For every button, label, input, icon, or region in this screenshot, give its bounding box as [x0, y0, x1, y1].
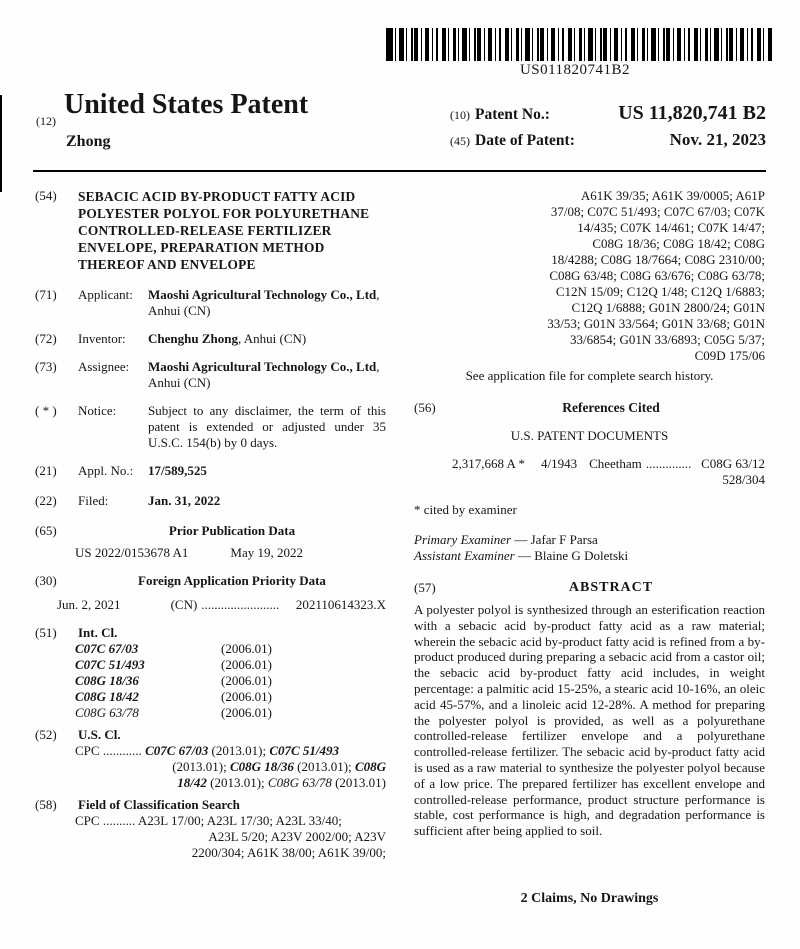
us-cl-cpc-line: 18/42 (2013.01); C08G 63/78 (2013.01)	[177, 775, 386, 790]
cpc-continued-line: C08G 18/36; C08G 18/42; C08G	[592, 236, 765, 251]
patent-date-row	[450, 132, 766, 149]
patent-number-row	[450, 102, 766, 124]
cpc-continued-line: 14/435; C07K 14/461; C07K 14/47;	[577, 220, 765, 235]
inid-code-10: (10)	[450, 108, 470, 122]
section-52-us-cl	[35, 727, 386, 791]
appl-no-label: Appl. No.:	[78, 463, 134, 478]
int-cl-row: C08G 18/36 (2006.01)	[75, 673, 272, 688]
priority-date: Jun. 2, 2021	[57, 597, 121, 612]
inid-code-73: (73)	[35, 359, 57, 374]
section-21-appl-no	[35, 463, 386, 479]
reference-number: 2,317,668 A *	[452, 456, 525, 471]
section-22-filed	[35, 493, 386, 509]
inid-code-56: (56)	[414, 400, 436, 415]
filed-label: Filed:	[78, 493, 109, 508]
left-edge-scan-line	[0, 95, 2, 192]
assignee-label: Assignee:	[78, 359, 130, 374]
section-notice	[35, 403, 386, 451]
inid-code-71: (71)	[35, 287, 57, 302]
cpc-continued-line: 33/53; G01N 33/564; G01N 33/68; G01N	[547, 316, 765, 331]
reference-date: 4/1943	[540, 456, 578, 471]
int-cl-row: C08G 18/42 (2006.01)	[75, 689, 272, 704]
inid-code-22: (22)	[35, 493, 57, 508]
inid-code-65: (65)	[35, 523, 57, 538]
section-30-foreign-priority	[35, 573, 386, 613]
abstract-heading: ABSTRACT	[568, 580, 654, 595]
inventor-surname: Zhong	[66, 133, 111, 150]
inid-code-72: (72)	[35, 331, 57, 346]
inid-code-12: (12)	[36, 114, 56, 128]
inventor-label: Inventor:	[78, 331, 126, 346]
prior-publication-heading: Prior Publication Data	[168, 523, 296, 538]
field-of-search-line: A23L 5/20; A23V 2002/00; A23V	[208, 829, 386, 844]
foreign-priority-heading: Foreign Application Priority Data	[138, 573, 326, 588]
cpc-continued-line: C08G 63/48; C08G 63/676; C08G 63/78;	[549, 268, 765, 283]
header-divider	[33, 170, 766, 172]
cpc-continued-line: 37/08; C07C 51/493; C07C 67/03; C07K	[550, 204, 765, 219]
reference-dot-leader: ..............	[645, 456, 692, 471]
search-history-note: See application file for complete search history.	[465, 368, 714, 383]
section-56-references	[414, 400, 765, 416]
section-71-applicant	[35, 287, 386, 319]
document-title: United States Patent	[64, 89, 309, 120]
right-column	[414, 188, 765, 907]
barcode-number: US011820741B2	[519, 62, 631, 78]
reference-name: Cheetham	[589, 456, 642, 471]
cpc-continued-block	[414, 188, 765, 364]
inid-code-52: (52)	[35, 727, 57, 742]
primary-examiner-line: Primary Examiner — Jafar F Parsa	[414, 532, 598, 547]
inid-code-45: (45)	[450, 134, 470, 148]
int-cl-heading: Int. Cl.	[78, 625, 118, 640]
field-of-search-heading: Field of Classification Search	[78, 797, 240, 812]
cpc-continued-line: 18/4288; C08G 18/7664; C08G 2310/00;	[551, 252, 765, 267]
abstract-text: A polyester polyol is synthesized through an esterification reaction with a sebacic acid by-product fatty acid as a raw material; wherein the sebacic acid by-product fatty acid is refined from a by-product produced during preparing a sebacic acid from a castor oil; the sebacic acid by-product fatty acid includes, in weight percentage: a palmitic acid 15-25%, a stearic acid 10-16%, an oleic acid 45-57%, and a linoleic acid 12-28%. A method for preparing the polyester polyol is provided, as well as a polyurethane controlled-release fertilizer envelope and a polyurethane controlled-release fertilizer. The sebacic acid by-product fatty acid is used as a raw material to synthesize the polyester polyol because of a low price. The prepared fertilizer has excellent envelope and controlled-release performance, product structure performance is stable, cost performance is high, and degradation performance is sufficient after being applied to soil.	[414, 602, 765, 839]
section-54-title	[35, 188, 386, 273]
inid-code-57: (57)	[414, 580, 436, 595]
field-of-search-line: 2200/304; A61K 38/00; A61K 39/00;	[191, 845, 386, 860]
cited-by-examiner-note: * cited by examiner	[414, 502, 517, 517]
inid-code-21: (21)	[35, 463, 57, 478]
int-cl-row: C07C 51/493 (2006.01)	[75, 657, 272, 672]
us-cl-cpc-line: CPC ............ C07C 67/03 (2013.01); C07C 51/493	[75, 743, 340, 758]
prior-publication-date: May 19, 2022	[230, 545, 303, 560]
inid-code-58: (58)	[35, 797, 57, 812]
notice-text: Subject to any disclaimer, the term of this patent is extended or adjusted under 35 U.S.C. 154(b) by 0 days.	[148, 403, 386, 450]
section-65-prior-publication	[35, 523, 386, 561]
applicant-value: Maoshi Agricultural Technology Co., Ltd, Anhui (CN)	[148, 287, 380, 318]
cpc-continued-line: C12Q 1/6888; G01N 2800/24; G01N	[571, 300, 765, 315]
int-cl-row: C07C 67/03 (2006.01)	[75, 641, 272, 656]
int-cl-row: C08G 63/78 (2006.01)	[75, 705, 272, 720]
patent-number-label: Patent No.:	[475, 106, 550, 123]
inid-code-51: (51)	[35, 625, 57, 640]
prior-publication-number: US 2022/0153678 A1	[75, 545, 189, 560]
field-of-search-line: CPC .......... A23L 17/00; A23L 17/30; A23L 33/40;	[75, 813, 342, 828]
appl-no-value: 17/589,525	[148, 463, 207, 478]
reference-class: C08G 63/12	[701, 456, 765, 471]
inid-code-54: (54)	[35, 188, 57, 203]
cpc-continued-line: 33/6854; G01N 33/6893; C05G 5/37;	[569, 332, 765, 347]
applicant-label: Applicant:	[78, 287, 133, 302]
filed-value: Jan. 31, 2022	[148, 493, 221, 508]
barcode	[386, 28, 772, 61]
patent-number-value: US 11,820,741 B2	[618, 102, 766, 124]
section-57-abstract	[414, 580, 765, 596]
cpc-continued-line: C09D 175/06	[694, 348, 765, 363]
inid-code-30: (30)	[35, 573, 57, 588]
invention-title: SEBACIC ACID BY-PRODUCT FATTY ACID POLYESTER POLYOL FOR POLYURETHANE CONTROLLED-RELEASE FERTILIZER ENVELOPE, PREPARATION METHOD THEREOF AND ENVELOPE	[78, 189, 370, 272]
priority-dot-leader: ........................	[201, 597, 280, 612]
inid-code-star: ( * )	[35, 403, 57, 418]
us-cl-heading: U.S. Cl.	[78, 727, 121, 742]
patent-date-label: Date of Patent:	[475, 132, 575, 149]
left-column	[35, 188, 386, 907]
us-patent-documents-heading: U.S. PATENT DOCUMENTS	[510, 428, 669, 443]
section-58-field-of-search	[35, 797, 386, 861]
reference-class-2: 528/304	[722, 472, 765, 487]
assignee-value: Maoshi Agricultural Technology Co., Ltd, Anhui (CN)	[148, 359, 380, 390]
references-cited-heading: References Cited	[562, 400, 660, 415]
reference-entry	[414, 456, 765, 472]
priority-country: (CN)	[170, 597, 198, 612]
cpc-continued-line: C12N 15/09; C12Q 1/48; C12Q 1/6883;	[555, 284, 765, 299]
section-72-inventor	[35, 331, 386, 347]
claims-note: 2 Claims, No Drawings	[520, 890, 659, 906]
section-73-assignee	[35, 359, 386, 391]
patent-date-value: Nov. 21, 2023	[669, 130, 766, 149]
cpc-continued-line: A61K 39/35; A61K 39/0005; A61P	[580, 188, 765, 203]
section-51-int-cl	[35, 625, 386, 721]
priority-number: 202110614323.X	[295, 597, 386, 612]
inventor-value: Chenghu Zhong, Anhui (CN)	[148, 331, 307, 346]
us-cl-cpc-line: (2013.01); C08G 18/36 (2013.01); C08G	[172, 759, 386, 774]
assistant-examiner-line: Assistant Examiner — Blaine G Doletski	[414, 548, 629, 563]
notice-label: Notice:	[78, 403, 117, 418]
